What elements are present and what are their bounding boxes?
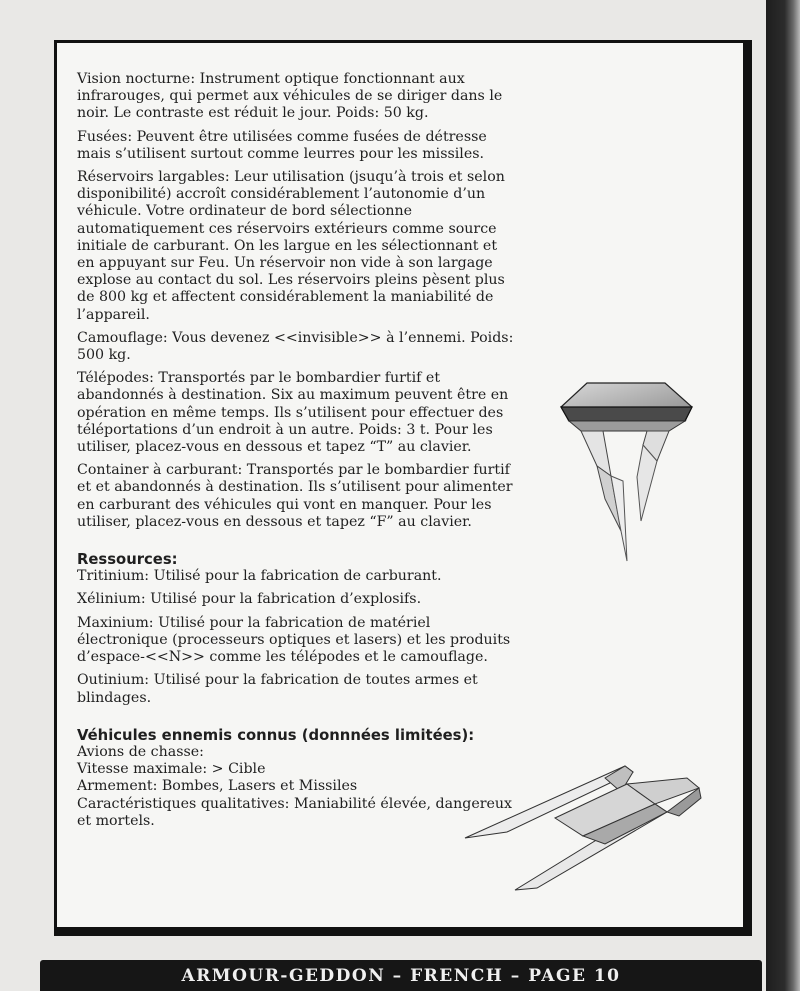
binding-edge — [766, 0, 800, 991]
section-gap — [77, 537, 517, 551]
entry-reservoirs: Réservoirs largables: Leur utilisation (jsuqu’à trois et selon disponibilité) accroît considérablement l’autonomie d’un véhicule. Votre ordinateur de bord sélectionne automatiquement ces réservoirs extérieurs comme source initiale de carburant. On les largue en les sélectionnant et en appuyant sur Feu. Un réservoir non vide à son largage explose au contact du sol. Les réservoirs pleins pèsent plus de 800 kg et affectent considérablement la maniabilité de l’appareil. — [77, 169, 505, 323]
resources-heading: Ressources: — [77, 551, 178, 569]
footer-page-label: ARMOUR-GEDDON – FRENCH – PAGE 10 — [181, 966, 621, 986]
footer-bar — [40, 960, 762, 991]
enemy-line-speed: Vitesse maximale: > Cible — [77, 761, 266, 778]
resource-maxinium: Maxinium: Utilisé pour la fabrication de matériel électronique (processeurs optiques et lasers) et les produits d’espace-<<N>> comme les télépodes et le camouflage. — [77, 614, 511, 666]
entry-container: Container à carburant: Transportés par le bombardier furtif et et abandonnés à destination. Ils s’utilisent pour alimenter en carburant des véhicules qui vont en manquer. Pour les utiliser, placez-vous en dessous et tapez “F” au clavier. — [77, 462, 513, 530]
enemy-line-type: Avions de chasse: — [77, 743, 204, 760]
page-content — [77, 71, 517, 830]
entry-fusees: Fusées: Peuvent être utilisées comme fusées de détresse mais s’utilisent surtout comme leurres pour les missiles. — [77, 128, 487, 162]
entry-vision-nocturne: Vision nocturne: Instrument optique fonctionnant aux infrarouges, qui permet aux véhicules de se diriger dans le noir. Le contraste est réduit le jour. Poids: 50 kg. — [77, 71, 503, 122]
enemy-fighter-illustration — [455, 758, 705, 908]
section-gap — [77, 713, 517, 727]
enemies-heading: Véhicules ennemis connus (donnnées limitées): — [77, 726, 475, 744]
resource-tritinium: Tritinium: Utilisé pour la fabrication de carburant. — [77, 568, 442, 585]
entry-telepodes: Télépodes: Transportés par le bombardier furtif et abandonnés à destination. Six au maximum peuvent être en opération en même temps. Ils s’utilisent pour effectuer des téléportations d’un endroit à un autre. Poids: 3 t. Pour les utiliser, placez-vous en dessous et tapez “T” au clavier. — [77, 370, 509, 456]
enemy-line-armament: Armement: Bombes, Lasers et Missiles — [77, 778, 358, 795]
resource-xelinium: Xélinium: Utilisé pour la fabrication d’explosifs. — [77, 591, 422, 608]
page-panel — [54, 40, 752, 936]
entry-camouflage: Camouflage: Vous devenez <<invisible>> à l’ennemi. Poids: 500 kg. — [77, 329, 514, 364]
telepod-illustration — [557, 381, 697, 571]
enemy-line-qualities: Caractéristiques qualitatives: Maniabilité élevée, dangereux et mortels. — [77, 795, 513, 829]
resource-outinium: Outinium: Utilisé pour la fabrication de toutes armes et blindages. — [77, 672, 478, 706]
